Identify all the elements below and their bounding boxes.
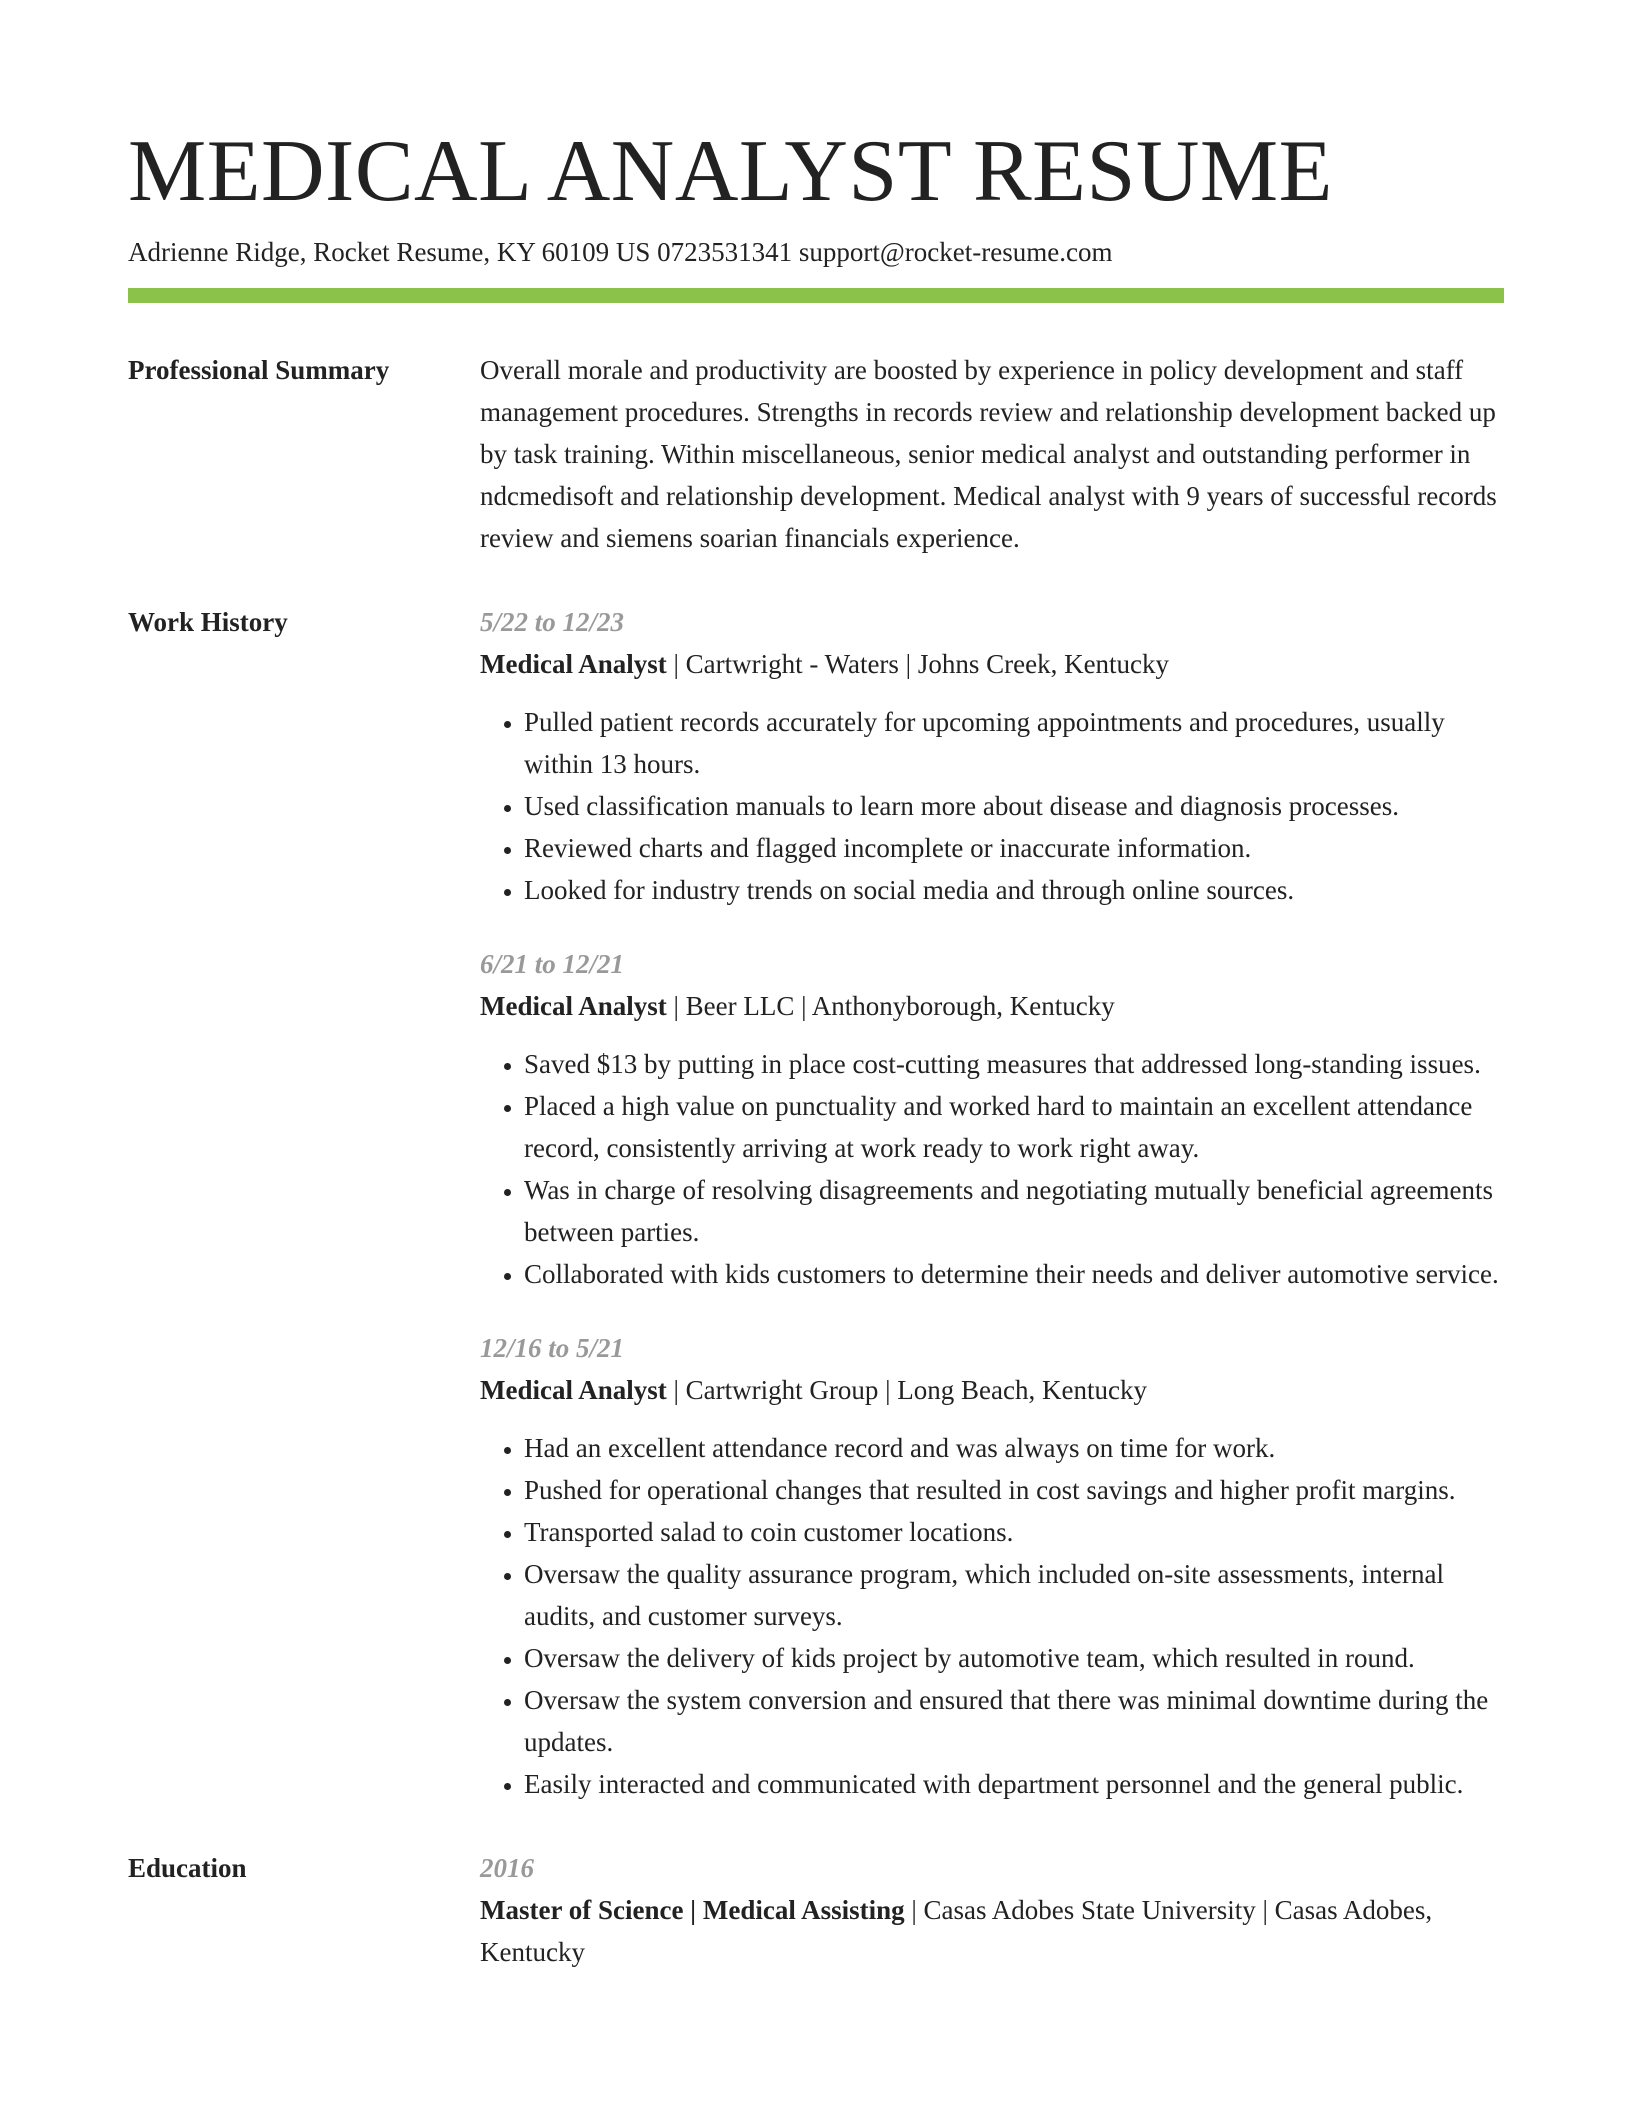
section-label-professional-summary: Professional Summary	[128, 355, 390, 385]
job-bullet: • Saved $13 by putting in place cost-cutting measures that addressed long-standing issues.	[524, 1043, 1504, 1085]
summary-text: Overall morale and productivity are boosted by experience in policy development and staff management procedures. Strengths in records review and relationship development backed up by task training. Within miscellaneous, senior medical analyst and outstanding performer in ndcmedisoft and relationship development. Medical analyst with 9 years of successful records review and siemens soarian financials experience.	[480, 355, 1497, 553]
job-bullet: • Looked for industry trends on social media and through online sources.	[524, 869, 1504, 911]
job-bullet: • Had an excellent attendance record and was always on time for work.	[524, 1427, 1504, 1469]
work-history-list	[480, 601, 1504, 1805]
job-details: | Cartwright Group | Long Beach, Kentucky	[666, 1375, 1147, 1405]
job-title: Medical Analyst	[480, 1375, 667, 1405]
education-section	[128, 1847, 1504, 1973]
job-bullet: • Placed a high value on punctuality and worked hard to maintain an excellent attendance record, consistently arriving at work ready to work right away.	[524, 1085, 1504, 1169]
job-details: | Beer LLC | Anthonyborough, Kentucky	[666, 991, 1115, 1021]
job-title: Medical Analyst	[480, 991, 667, 1021]
job-bullet: • Reviewed charts and flagged incomplete or inaccurate information.	[524, 827, 1504, 869]
job-entry	[480, 601, 1504, 911]
job-dates: 5/22 to 12/23	[480, 607, 625, 637]
job-bullets	[480, 1043, 1504, 1295]
contact-line: Adrienne Ridge, Rocket Resume, KY 60109 US 0723531341 support@rocket-resume.com	[128, 237, 1113, 267]
job-bullet: • Oversaw the system conversion and ensured that there was minimal downtime during the updates.	[524, 1679, 1504, 1763]
work-history-section	[128, 601, 1504, 1805]
professional-summary-section	[128, 349, 1504, 559]
job-bullet: • Pushed for operational changes that resulted in cost savings and higher profit margins.	[524, 1469, 1504, 1511]
job-details: | Cartwright - Waters | Johns Creek, Kentucky	[666, 649, 1170, 679]
job-entry	[480, 1327, 1504, 1805]
job-bullet: • Was in charge of resolving disagreements and negotiating mutually beneficial agreements between parties.	[524, 1169, 1504, 1253]
education-year: 2016	[480, 1853, 534, 1883]
section-label-education: Education	[128, 1853, 247, 1883]
job-bullet: • Oversaw the quality assurance program, which included on-site assessments, internal audits, and customer surveys.	[524, 1553, 1504, 1637]
job-bullet: • Transported salad to coin customer locations.	[524, 1511, 1504, 1553]
accent-divider	[128, 288, 1504, 303]
education-details: | Casas Adobes State University | Casas Adobes, Kentucky	[480, 1895, 1433, 1967]
job-bullet: • Easily interacted and communicated with department personnel and the general public.	[524, 1763, 1504, 1805]
job-bullet: • Pulled patient records accurately for upcoming appointments and procedures, usually within 13 hours.	[524, 701, 1504, 785]
section-label-work-history: Work History	[128, 607, 288, 637]
job-entry	[480, 943, 1504, 1295]
job-bullet: • Oversaw the delivery of kids project by automotive team, which resulted in round.	[524, 1637, 1504, 1679]
job-dates: 6/21 to 12/21	[480, 949, 625, 979]
job-bullets	[480, 1427, 1504, 1805]
job-title: Medical Analyst	[480, 649, 667, 679]
resume-page	[128, 120, 1504, 1973]
job-bullet: • Collaborated with kids customers to determine their needs and deliver automotive service.	[524, 1253, 1504, 1295]
job-bullet: • Used classification manuals to learn more about disease and diagnosis processes.	[524, 785, 1504, 827]
resume-title: MEDICAL ANALYST RESUME	[128, 123, 1333, 220]
education-degree: Master of Science | Medical Assisting	[480, 1895, 905, 1925]
job-dates: 12/16 to 5/21	[480, 1333, 625, 1363]
job-bullets	[480, 701, 1504, 911]
